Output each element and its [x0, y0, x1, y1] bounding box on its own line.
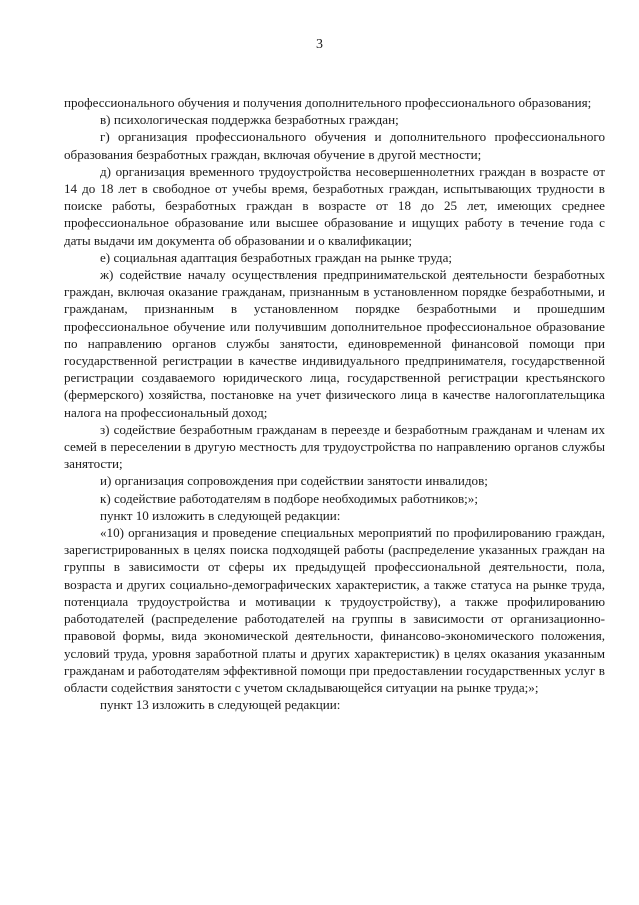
paragraph: д) организация временного трудоустройства несовершеннолетних граждан в возрасте от 14 до 18 лет в свободное от учебы время, безработных граждан, испытывающих трудности в поиске работы, безработных граждан в возрасте от 18 до 25 лет, имеющих среднее профессиональное образование или высшее образование и ищущих работу в течение года с даты выдачи им документа об образовании и о квалификации;: [64, 163, 605, 248]
document-body: [64, 94, 605, 713]
paragraph: пункт 10 изложить в следующей редакции:: [100, 507, 341, 523]
paragraph: з) содействие безработным гражданам в переезде и безработным гражданам и членам их семей в переселении в другую местность для трудоустройства по направлению органов службы занятости;: [64, 421, 605, 472]
paragraph: в) психологическая поддержка безработных граждан;: [100, 112, 399, 128]
paragraph: г) организация профессионального обучения и дополнительного профессионального образования безработных граждан, включая обучение в другой местности;: [64, 129, 605, 162]
paragraph: е) социальная адаптация безработных граждан на рынке труда;: [100, 249, 453, 265]
paragraph: к) содействие работодателям в подборе необходимых работников;»;: [100, 490, 478, 506]
paragraph: пункт 13 изложить в следующей редакции:: [100, 697, 341, 713]
paragraph: ж) содействие началу осуществления предпринимательской деятельности безработных граждан, включая оказание гражданам, признанным в установленном порядке безработными, и гражданам, признанным в установленном порядке безработными и прошедшим профессиональное обучение или получившим дополнительное профессиональное образование по направлению органов службы занятости, единовременной финансовой помощи при государственной регистрации в качестве индивидуального предпринимателя, государственной регистрации создаваемого юридического лица, государственной регистрации крестьянского (фермерского) хозяйства, постановке на учет физического лица в качестве налогоплательщика налога на профессиональный доход;: [64, 267, 605, 420]
paragraph: и) организация сопровождения при содействии занятости инвалидов;: [100, 473, 488, 489]
paragraph: профессионального обучения и получения дополнительного профессионального образования;: [64, 95, 592, 110]
page-number: 3: [316, 37, 323, 52]
paragraph: «10) организация и проведение специальных мероприятий по профилированию граждан, зарегистрированных в целях поиска подходящей работы (распределение указанных граждан на группы в зависимости от сферы их предыдущей профессиональной деятельности, пола, возраста и других социально-демографических характеристик, а также статуса на рынке труда, потенциала трудоустройства и мотивации к трудоустройству), а также профилированию работодателей (распределение работодателей на группы в зависимости от организационно-правовой формы, вида экономической деятельности, финансово-экономического положения, условий труда, уровня заработной платы и других характеристик) в целях оказания указанным гражданам и работодателям эффективной помощи при предоставлении государственных услуг в области содействия занятости с учетом складывающейся ситуации на рынке труда;»;: [64, 525, 605, 695]
